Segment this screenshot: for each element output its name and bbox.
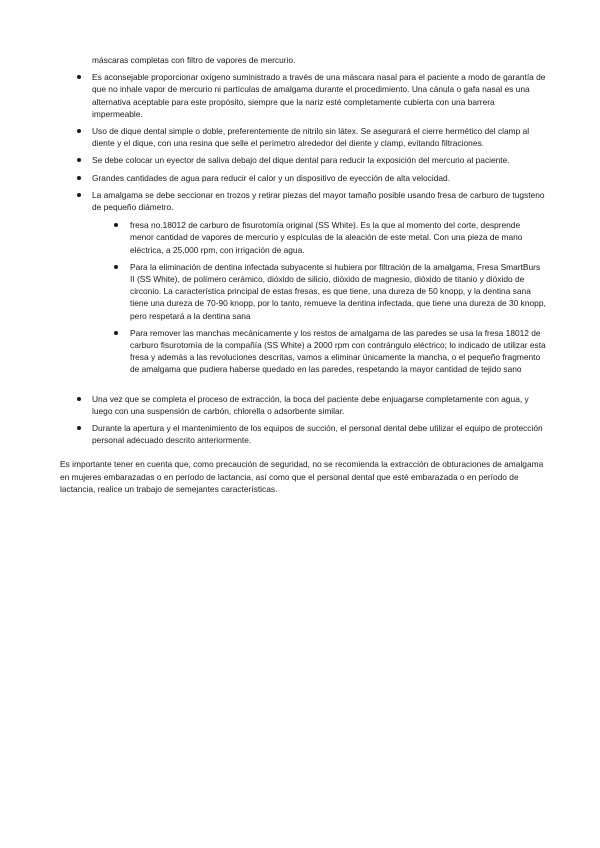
list-item-with-sublist [60,189,546,376]
closing-paragraph: Es importante tener en cuenta que, como precaución de seguridad, no se recomienda la extracción de obturaciones de amalgama en mujeres embarazadas o en período de lactancia, así como que el personal dental que esté embarazada o en período de lactancia, realice un trabajo de semejantes características. [60,459,544,494]
sub-bullet-list [92,219,546,375]
list-item: Uso de dique dental simple o doble, preferentemente de nitrilo sin látex. Se asegurará el cierre hermético del clamp al diente y el dique, con una resina que selle el perímetro alrededor del diente y clamp, evitando filtraciones. [60,125,546,149]
sub-list-item: fresa no.18012 de carburo de fisurotomía original (SS White). Es la que al momento del corte, desprende menor cantidad de vapores de mercurio y espículas de la aleación de este metal. Con una pieza de mano eléctrica, a 25,000 rpm, con irrigación de agua. [92,219,546,256]
bullet-list-continued [60,393,546,447]
spacer [60,381,546,393]
continuation-text: máscaras completas con filtro de vapores de mercurio. [92,55,296,65]
document-body [60,54,546,503]
list-item: Una vez que se completa el proceso de extracción, la boca del paciente debe enjuagarse completamente con agua, y luego con una suspensión de carbón, chlorella o adsorbente similar. [60,393,546,417]
list-item: Durante la apertura y el mantenimiento de los equipos de succión, el personal dental debe utilizar el equipo de protección personal adecuado descrito anteriormente. [60,422,546,446]
bullet-list [60,71,546,375]
list-item: Grandes cantidades de agua para reducir el calor y un dispositivo de eyección de alta velocidad. [60,172,546,184]
sub-list-item: Para la eliminación de dentina infectada subyacente si hubiera por filtración de la amalgama, Fresa SmartBurs II (SS White), de polímero cerámico, dióxido de silicio, dióxido de magnesio, dióxido de titanio y dióxido de circonio. La característica principal de estas fresas, es que tiene, una dureza de 50 knopp, y la dentina sana tiene una dureza de 70-90 knopp, por lo tanto, remueve la dentina infectada, que tiene una dureza de 30 knopp, pero respetará a la dentina sana [92,261,546,322]
list-item: Es aconsejable proporcionar oxígeno suministrado a través de una máscara nasal para el paciente a modo de garantía de que no inhale vapor de mercurio ni partículas de amalgama durante el procedimiento. Una cánula o gafa nasal es una alternativa aceptable para este propósito, siempre que la nariz esté completamente cubierta con una barrera impermeable. [60,71,546,120]
list-item-text: La amalgama se debe seccionar en trozos y retirar piezas del mayor tamaño posible usando fresa de carburo de tugsteno de pequeño diámetro. [92,189,545,213]
list-item: Se debe colocar un eyector de saliva debajo del dique dental para reducir la exposición del mercurio al paciente. [60,154,546,166]
sub-list-item: Para remover las manchas mecánicamente y los restos de amalgama de las paredes se usa la fresa 18012 de carburo fisurotomía de la compañía (SS White) a 2000 rpm con contrángulo eléctrico; lo indicado de utilizar esta fresa y además a las revoluciones descritas, vamos a eliminar únicamente la mancha, o el pequeño fragmento de amalgama que pudiera haberse quedado en las paredes, respetando la mayor cantidad de tejido sano [92,327,546,376]
